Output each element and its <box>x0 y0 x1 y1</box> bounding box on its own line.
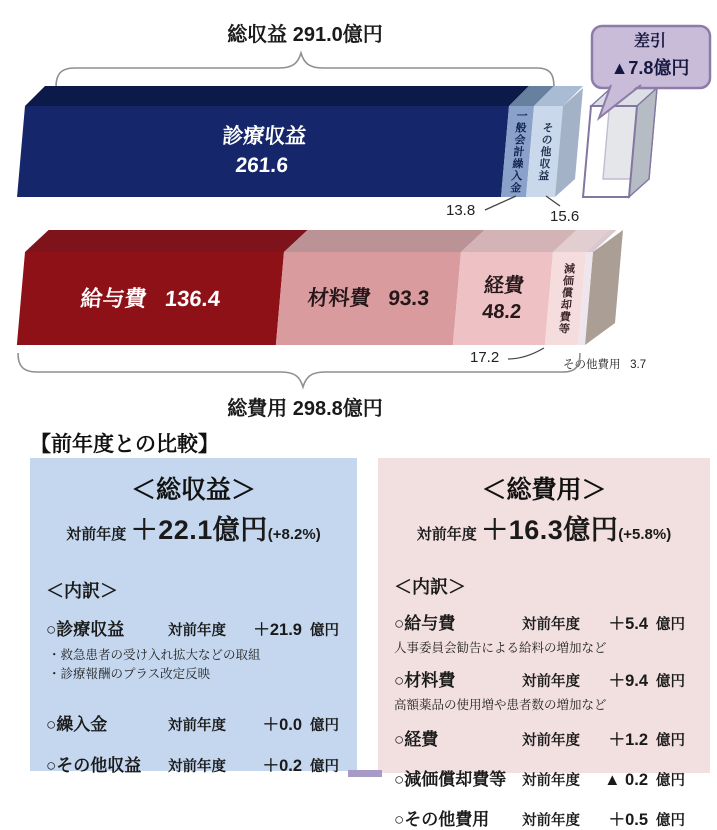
revenue-row-transfer: ○繰入金 対前年度 ＋0.0 億円 <box>46 714 339 734</box>
expense-yoy-label: 対前年度 <box>416 526 477 543</box>
expense-segment-depreciation-label: 減価償却費等 <box>556 262 576 335</box>
revenue-bar-front-face <box>17 106 563 197</box>
deficit-label: 差引 <box>633 33 666 50</box>
revenue-note-1: ・救急患者の受け入れ拡大などの取組 <box>48 648 261 662</box>
expense-row-other: ○その他費用 対前年度 ＋0.5 億円 <box>394 809 685 829</box>
revenue-comparison-panel <box>30 458 357 775</box>
expense-segment-material-label: 材料費 <box>306 286 372 310</box>
expense-yoy-value: ＋16.3億円 <box>481 515 619 545</box>
expense-total-title: 総費用 298.8億円 <box>227 398 383 420</box>
revenue-panel-title: ＜総収益＞ <box>130 476 256 504</box>
revenue-yoy-pct: (+8.2%) <box>267 526 321 543</box>
deficit-callout-text <box>592 30 708 83</box>
other-revenue-leader-line <box>540 194 566 208</box>
revenue-segment-medical-label: 診療収益 <box>221 125 308 149</box>
revenue-bar-top-face <box>25 86 583 106</box>
expense-row-depreciation: ○減価償却費等 対前年度 ▲ 0.2 億円 <box>394 769 685 789</box>
revenue-segment-transfer-label: 一般会計繰入金 <box>508 109 528 194</box>
expense-note-1: 人事委員会勧告による給料の増加など <box>394 641 607 655</box>
revenue-brace <box>53 50 556 90</box>
expense-segment-salary <box>17 252 284 345</box>
expense-seg-top-2 <box>284 230 485 252</box>
expense-panel-yoy <box>378 508 710 547</box>
expense-segment-salary-value: 136.4 <box>164 285 222 311</box>
revenue-row-medical: ○診療収益 対前年度 ＋21.9 億円 <box>46 620 339 639</box>
revenue-segment-medical <box>17 106 509 197</box>
transfer-leader-line <box>483 193 523 213</box>
revenue-panel-yoy <box>30 508 357 547</box>
revenue-breakdown-label: ＜内訳＞ <box>46 581 118 601</box>
revenue-segment-medical-value: 261.6 <box>234 153 290 177</box>
expense-segment-keihi-value: 48.2 <box>481 300 523 323</box>
expense-bar-top-face <box>25 230 617 252</box>
revenue-seg-top-1 <box>25 86 529 106</box>
bottom-edge-purple-sliver <box>348 770 382 777</box>
expense-comparison-panel <box>378 458 710 829</box>
expense-note-2: 高額薬品の使用増や患者数の増加など <box>394 697 607 712</box>
expense-brace <box>15 350 585 390</box>
expense-segment-keihi <box>453 252 553 345</box>
expense-panel-title: ＜総費用＞ <box>481 476 607 504</box>
revenue-yoy-value: ＋22.1億円 <box>130 515 268 545</box>
comparison-heading: 【前年度との比較】 <box>30 433 219 456</box>
revenue-note-2: ・診療報酬のプラス改定反映 <box>48 666 211 681</box>
revenue-yoy-label: 対前年度 <box>66 526 127 543</box>
expense-segment-material <box>276 252 461 345</box>
expense-bar-front-face <box>17 252 593 345</box>
expense-seg-top-1 <box>25 230 308 252</box>
expense-breakdown-label: ＜内訳＞ <box>394 577 466 597</box>
expense-segment-material-value: 93.3 <box>387 286 431 310</box>
expense-segment-keihi-label: 経費 <box>483 274 526 297</box>
expense-yoy-pct: (+5.8%) <box>618 526 672 543</box>
other-revenue-value: 15.6 <box>550 208 580 225</box>
revenue-row-other: ○その他収益 対前年度 ＋0.2 億円 <box>46 755 339 775</box>
deficit-value: ▲7.8億円 <box>610 57 690 78</box>
revenue-segment-other-label: その他収益 <box>536 121 554 182</box>
expense-row-keihi: ○経費 対前年度 ＋1.2 億円 <box>394 729 685 749</box>
expense-row-salary: ○給与費 対前年度 ＋5.4 億円 <box>394 614 685 633</box>
expense-row-material: ○材料費 対前年度 ＋9.4 億円 <box>394 670 685 690</box>
other-expense-label: その他費用 3.7 <box>563 359 647 371</box>
revenue-total-title: 総収益 291.0億円 <box>227 24 383 46</box>
expense-segment-salary-label: 給与費 <box>79 285 148 311</box>
transfer-value: 13.8 <box>446 202 476 219</box>
depreciation-value: 17.2 <box>470 349 500 366</box>
